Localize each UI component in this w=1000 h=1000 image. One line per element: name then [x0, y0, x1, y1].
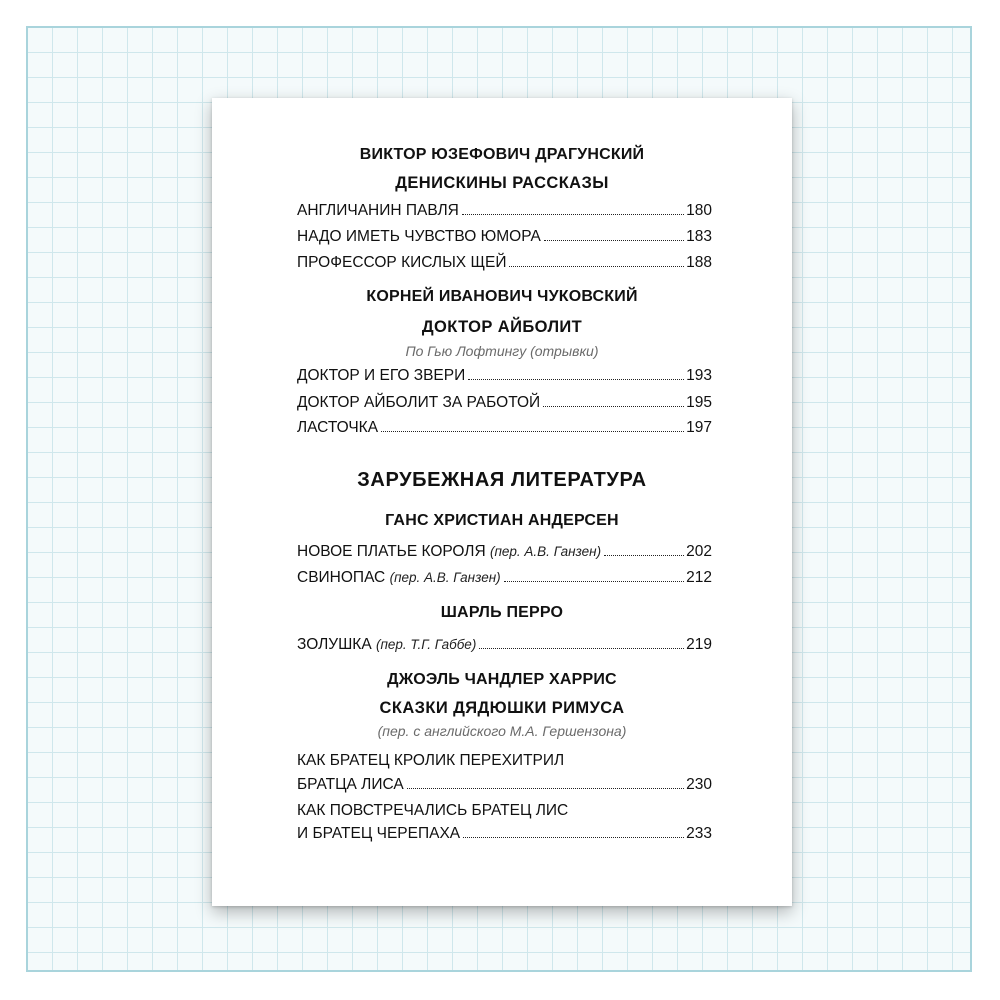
- entry-title: ПРОФЕССОР КИСЛЫХ ЩЕЙ: [297, 254, 507, 271]
- author-heading-dragunsky: ВИКТОР ЮЗЕФОВИЧ ДРАГУНСКИЙ: [359, 146, 645, 163]
- entry-title: ЛАСТОЧКА: [297, 419, 379, 436]
- entry-title: АНГЛИЧАНИН ПАВЛЯ: [297, 202, 459, 219]
- collection-title-deniskiny-rasskazy: ДЕНИСКИНЫ РАССКАЗЫ: [395, 174, 609, 192]
- dot-leader: [462, 214, 684, 215]
- dot-leader: [381, 431, 684, 432]
- table-of-contents-page: [212, 98, 792, 906]
- toc-entry[interactable]: [297, 253, 712, 273]
- author-heading-perrault: ШАРЛЬ ПЕРРО: [440, 604, 564, 621]
- toc-entry[interactable]: [297, 775, 712, 795]
- toc-entry[interactable]: [297, 366, 712, 386]
- toc-entry[interactable]: [297, 393, 712, 413]
- entry-title: НАДО ИМЕТЬ ЧУВСТВО ЮМОРА: [297, 228, 541, 245]
- page-number: 202: [686, 543, 712, 560]
- collection-title-uncle-remus: СКАЗКИ ДЯДЮШКИ РИМУСА: [379, 699, 625, 717]
- translator-note: (пер. А.В. Ганзен): [389, 570, 501, 585]
- page-number: 188: [686, 254, 712, 271]
- toc-entry[interactable]: [297, 824, 712, 844]
- entry-title: БРАТЦА ЛИСА: [297, 776, 404, 793]
- page-number: 212: [686, 569, 712, 586]
- page-number: 193: [686, 367, 712, 384]
- author-heading-harris: ДЖОЭЛЬ ЧАНДЛЕР ХАРРИС: [387, 671, 617, 688]
- entry-title: ДОКТОР И ЕГО ЗВЕРИ: [297, 367, 466, 384]
- entry-title-line: КАК БРАТЕЦ КРОЛИК ПЕРЕХИТРИЛ: [297, 752, 565, 769]
- source-note: По Гью Лофтингу (отрывки): [405, 343, 599, 359]
- dot-leader: [543, 406, 684, 407]
- toc-entry[interactable]: [297, 418, 712, 438]
- entry-title: И БРАТЕЦ ЧЕРЕПАХА: [297, 825, 461, 842]
- collection-title-doktor-aibolit: ДОКТОР АЙБОЛИТ: [421, 318, 583, 336]
- page-number: 180: [686, 202, 712, 219]
- dot-leader: [468, 379, 684, 380]
- author-heading-andersen: ГАНС ХРИСТИАН АНДЕРСЕН: [385, 512, 619, 529]
- toc-entry[interactable]: [297, 201, 712, 221]
- entry-title: ЗОЛУШКА (пер. Т.Г. Габбе): [297, 636, 477, 653]
- toc-entry[interactable]: [297, 635, 712, 655]
- entry-title-line: КАК ПОВСТРЕЧАЛИСЬ БРАТЕЦ ЛИС: [297, 802, 569, 819]
- page-number: 183: [686, 228, 712, 245]
- dot-leader: [463, 837, 684, 838]
- translator-note: (пер. с английского М.А. Гершензона): [377, 723, 627, 739]
- page-number: 230: [686, 776, 712, 793]
- dot-leader: [504, 581, 684, 582]
- page-number: 233: [686, 825, 712, 842]
- dot-leader: [604, 555, 684, 556]
- entry-title: ДОКТОР АЙБОЛИТ ЗА РАБОТОЙ: [297, 394, 541, 411]
- translator-note: (пер. Т.Г. Габбе): [375, 637, 477, 652]
- toc-entry[interactable]: [297, 227, 712, 247]
- translator-note: (пер. А.В. Ганзен): [489, 544, 602, 559]
- page-number: 219: [686, 636, 712, 653]
- dot-leader: [509, 266, 684, 267]
- entry-title: НОВОЕ ПЛАТЬЕ КОРОЛЯ (пер. А.В. Ганзен): [297, 543, 602, 560]
- page-number: 195: [686, 394, 712, 411]
- section-heading-foreign-literature: ЗАРУБЕЖНАЯ ЛИТЕРАТУРА: [357, 469, 647, 491]
- dot-leader: [544, 240, 684, 241]
- dot-leader: [479, 648, 684, 649]
- toc-entry[interactable]: [297, 568, 712, 588]
- entry-title: СВИНОПАС (пер. А.В. Ганзен): [297, 569, 501, 586]
- author-heading-chukovsky: КОРНЕЙ ИВАНОВИЧ ЧУКОВСКИЙ: [366, 288, 638, 305]
- toc-entry[interactable]: [297, 542, 712, 562]
- dot-leader: [407, 788, 684, 789]
- page-number: 197: [686, 419, 712, 436]
